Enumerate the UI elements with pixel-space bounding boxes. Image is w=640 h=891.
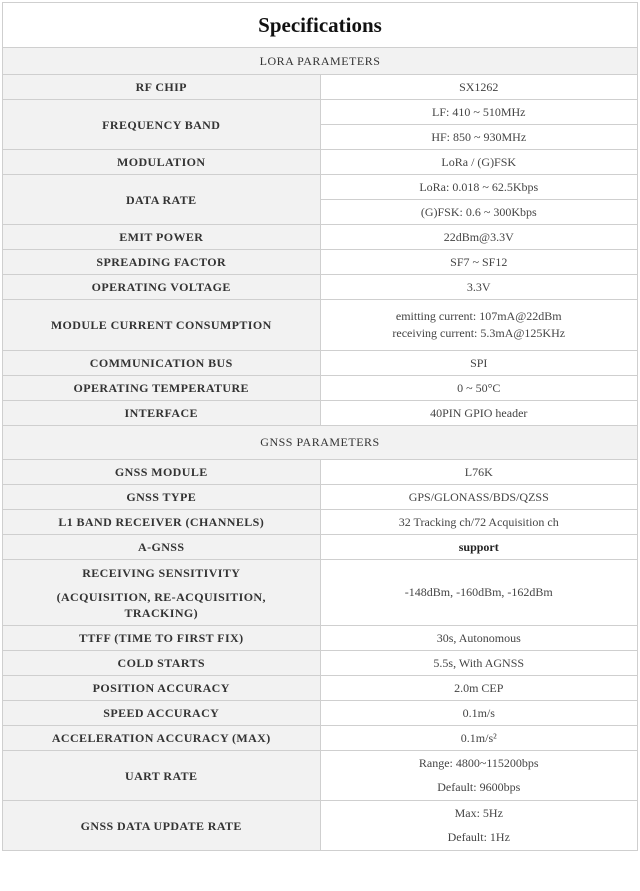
table-row-speed-accuracy bbox=[3, 701, 638, 726]
value-data-update-rate-default: Default: 1Hz bbox=[320, 826, 638, 851]
label-modulation: MODULATION bbox=[3, 150, 321, 175]
table-row-data-update-rate bbox=[3, 801, 638, 826]
value-sensitivity: -148dBm, -160dBm, -162dBm bbox=[320, 560, 638, 626]
value-data-rate-gfsk: (G)FSK: 0.6 ~ 300Kbps bbox=[320, 200, 638, 225]
table-row-uart-rate bbox=[3, 751, 638, 776]
label-communication-bus: COMMUNICATION BUS bbox=[3, 351, 321, 376]
value-operating-voltage: 3.3V bbox=[320, 275, 638, 300]
value-uart-rate-range: Range: 4800~115200bps bbox=[320, 751, 638, 776]
label-frequency-band: FREQUENCY BAND bbox=[3, 100, 321, 150]
label-sensitivity-line-1: RECEIVING SENSITIVITY bbox=[82, 565, 241, 580]
value-current-consumption bbox=[320, 300, 638, 351]
value-receiving-current: receiving current: 5.3mA@125KHz bbox=[392, 326, 566, 340]
value-ttff: 30s, Autonomous bbox=[320, 626, 638, 651]
table-row-agnss bbox=[3, 535, 638, 560]
value-emit-power: 22dBm@3.3V bbox=[320, 225, 638, 250]
value-rf-chip: SX1262 bbox=[320, 75, 638, 100]
label-agnss: A-GNSS bbox=[3, 535, 321, 560]
label-sensitivity-line-2: (ACQUISITION, RE-ACQUISITION, bbox=[56, 589, 266, 604]
table-row-gnss-type bbox=[3, 485, 638, 510]
section-header-gnss: GNSS PARAMETERS bbox=[3, 426, 638, 460]
label-operating-temperature: OPERATING TEMPERATURE bbox=[3, 376, 321, 401]
value-frequency-band-lf: LF: 410 ~ 510MHz bbox=[320, 100, 638, 125]
label-data-update-rate: GNSS DATA UPDATE RATE bbox=[3, 801, 321, 851]
table-row-acceleration-accuracy bbox=[3, 726, 638, 751]
label-operating-voltage: OPERATING VOLTAGE bbox=[3, 275, 321, 300]
value-modulation: LoRa / (G)FSK bbox=[320, 150, 638, 175]
table-row-emit-power bbox=[3, 225, 638, 250]
value-cold-starts: 5.5s, With AGNSS bbox=[320, 651, 638, 676]
table-row-spreading-factor bbox=[3, 250, 638, 275]
page-title: Specifications bbox=[3, 3, 638, 48]
label-l1-band: L1 BAND RECEIVER (CHANNELS) bbox=[3, 510, 321, 535]
value-uart-rate-default: Default: 9600bps bbox=[320, 776, 638, 801]
value-operating-temperature: 0 ~ 50°C bbox=[320, 376, 638, 401]
label-spreading-factor: SPREADING FACTOR bbox=[3, 250, 321, 275]
value-agnss: support bbox=[320, 535, 638, 560]
label-current-consumption: MODULE CURRENT CONSUMPTION bbox=[3, 300, 321, 351]
table-row-data-rate bbox=[3, 175, 638, 200]
table-row-l1-band bbox=[3, 510, 638, 535]
label-interface: INTERFACE bbox=[3, 401, 321, 426]
table-row-interface bbox=[3, 401, 638, 426]
label-data-rate: DATA RATE bbox=[3, 175, 321, 225]
table-row-operating-voltage bbox=[3, 275, 638, 300]
label-acceleration-accuracy: ACCELERATION ACCURACY (MAX) bbox=[3, 726, 321, 751]
value-speed-accuracy: 0.1m/s bbox=[320, 701, 638, 726]
label-uart-rate: UART RATE bbox=[3, 751, 321, 801]
value-gnss-type: GPS/GLONASS/BDS/QZSS bbox=[320, 485, 638, 510]
label-position-accuracy: POSITION ACCURACY bbox=[3, 676, 321, 701]
label-speed-accuracy: SPEED ACCURACY bbox=[3, 701, 321, 726]
value-emitting-current: emitting current: 107mA@22dBm bbox=[395, 309, 562, 323]
value-spreading-factor: SF7 ~ SF12 bbox=[320, 250, 638, 275]
table-row-operating-temperature bbox=[3, 376, 638, 401]
value-interface: 40PIN GPIO header bbox=[320, 401, 638, 426]
specifications-table bbox=[2, 2, 638, 851]
label-gnss-type: GNSS TYPE bbox=[3, 485, 321, 510]
table-row-sensitivity bbox=[3, 560, 638, 626]
table-row-current-consumption bbox=[3, 300, 638, 351]
label-gnss-module: GNSS MODULE bbox=[3, 460, 321, 485]
table-row-cold-starts bbox=[3, 651, 638, 676]
value-acceleration-accuracy: 0.1m/s² bbox=[320, 726, 638, 751]
table-row-position-accuracy bbox=[3, 676, 638, 701]
table-row-rf-chip bbox=[3, 75, 638, 100]
table-row-ttff bbox=[3, 626, 638, 651]
table-row-frequency-band bbox=[3, 100, 638, 125]
value-data-rate-lora: LoRa: 0.018 ~ 62.5Kbps bbox=[320, 175, 638, 200]
label-sensitivity-line-3: TRACKING) bbox=[124, 605, 199, 620]
table-row-communication-bus bbox=[3, 351, 638, 376]
value-data-update-rate-max: Max: 5Hz bbox=[320, 801, 638, 826]
value-position-accuracy: 2.0m CEP bbox=[320, 676, 638, 701]
table-row-modulation bbox=[3, 150, 638, 175]
value-l1-band: 32 Tracking ch/72 Acquisition ch bbox=[320, 510, 638, 535]
value-communication-bus: SPI bbox=[320, 351, 638, 376]
label-ttff: TTFF (TIME TO FIRST FIX) bbox=[3, 626, 321, 651]
label-sensitivity bbox=[3, 560, 321, 626]
label-rf-chip: RF CHIP bbox=[3, 75, 321, 100]
value-frequency-band-hf: HF: 850 ~ 930MHz bbox=[320, 125, 638, 150]
label-emit-power: EMIT POWER bbox=[3, 225, 321, 250]
value-gnss-module: L76K bbox=[320, 460, 638, 485]
section-header-lora: LORA PARAMETERS bbox=[3, 48, 638, 75]
label-cold-starts: COLD STARTS bbox=[3, 651, 321, 676]
table-row-gnss-module bbox=[3, 460, 638, 485]
